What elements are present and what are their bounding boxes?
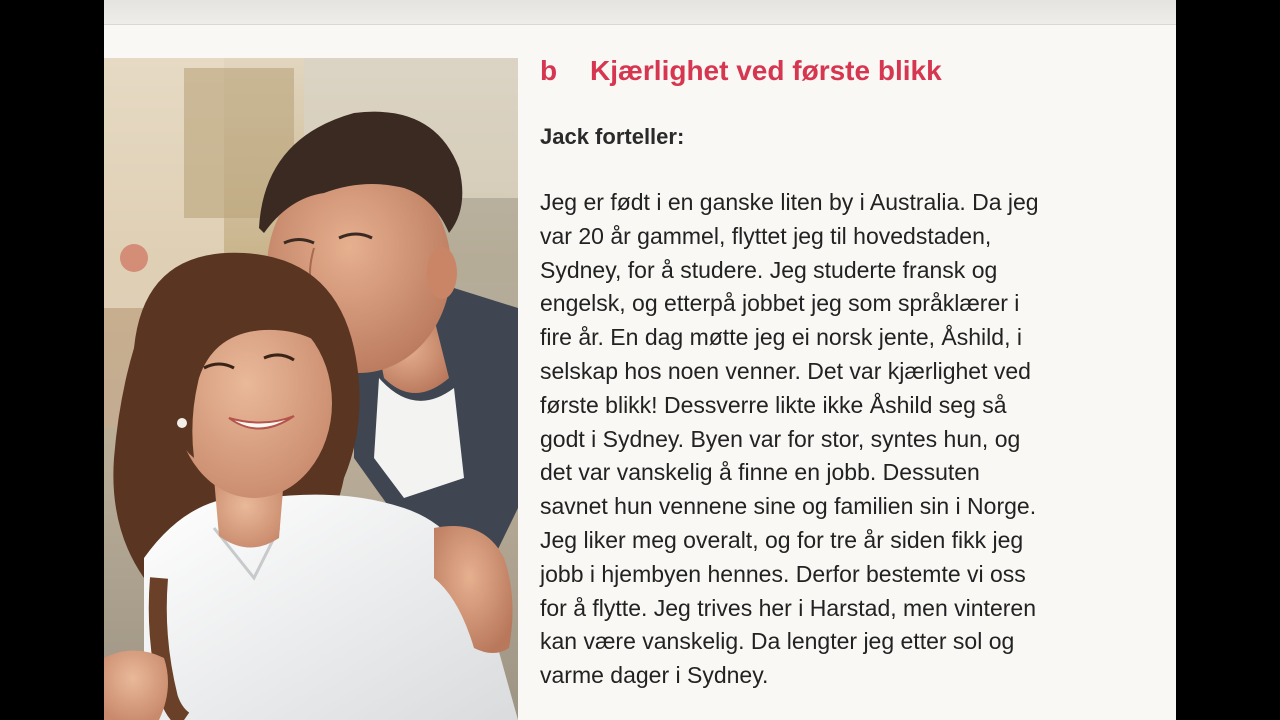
- text-line: var 20 år gammel, flyttet jeg til hovedstaden,: [540, 222, 992, 249]
- story-text: [540, 186, 1140, 693]
- text-line: selskap hos noen venner. Det var kjærlighet ved: [540, 357, 1031, 384]
- text-line: fire år. En dag møtte jeg ei norsk jente, Åshild, i: [540, 324, 1022, 351]
- text-line: kan være vanskelig. Da lengter jeg etter sol og: [540, 628, 1015, 655]
- textbook-page: [104, 0, 1176, 720]
- speaker-label: Jack forteller:: [540, 124, 685, 149]
- text-line: godt i Sydney. Byen var for stor, syntes hun, og: [540, 425, 1021, 452]
- text-line: det var vanskelig å finne en jobb. Dessuten: [540, 459, 980, 486]
- text-line: Jeg er født i en ganske liten by i Australia. Da jeg: [540, 189, 1039, 215]
- couple-photo: [104, 58, 518, 720]
- text-line: jobb i hjembyen hennes. Derfor bestemte vi oss: [540, 560, 1026, 587]
- text-line: for å flytte. Jeg trives her i Harstad, men vinteren: [540, 594, 1036, 621]
- text-section: [540, 52, 1140, 693]
- text-line: Sydney, for å studere. Jeg studerte fransk og: [540, 256, 998, 283]
- text-line: savnet hun vennene sine og familien sin i Norge.: [540, 493, 1037, 520]
- text-line: første blikk! Dessverre likte ikke Åshild seg så: [540, 391, 1007, 418]
- section-letter: b: [540, 55, 558, 86]
- text-line: engelsk, og etterpå jobbet jeg som språklærer i: [540, 290, 1020, 317]
- section-heading: [540, 52, 1140, 90]
- section-title: Kjærlighet ved første blikk: [590, 55, 942, 86]
- page-top-edge: [104, 0, 1176, 25]
- text-line: varme dager i Sydney.: [540, 662, 769, 689]
- text-line: Jeg liker meg overalt, og for tre år siden fikk jeg: [540, 526, 1024, 553]
